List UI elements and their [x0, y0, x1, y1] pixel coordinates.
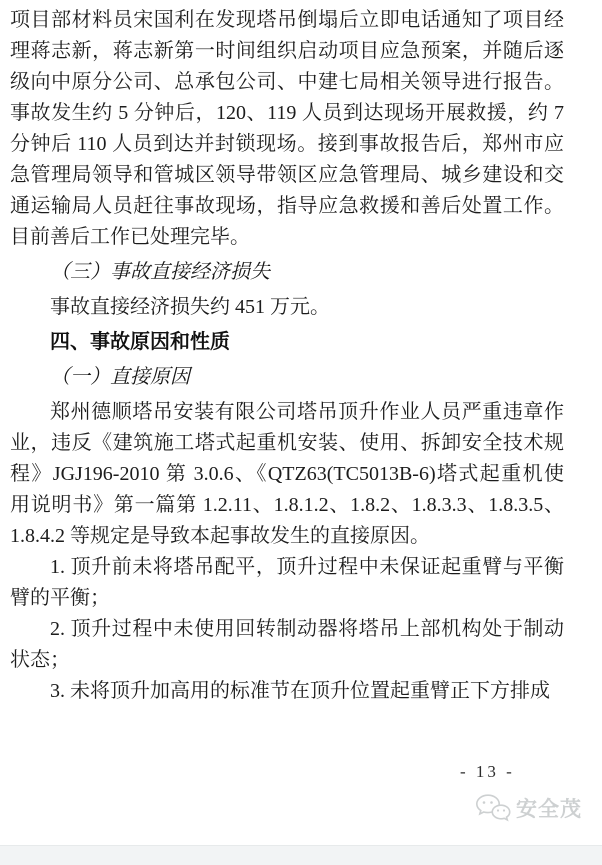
watermark-logo	[474, 793, 582, 823]
list-item-cause-2: 2. 顶升过程中未使用回转制动器将塔吊上部机构处于制动状态；	[10, 618, 564, 671]
chat-bubbles-icon	[474, 793, 512, 823]
paragraph-emergency-response: 项目部材料员宋国利在发现塔吊倒塌后立即电话通知了项目经理蒋志新，蒋志新第一时间组织启动项目应急预案，并随后逐级向中原分公司、总承包公司、中建七局相关领导进行报告。事故发生约 5 分钟后，120、119 人员到达现场开展救援，约 7 分钟后 110 人员到达并封锁现场。接到事故报告后，郑州市应急管理局领导和管城区领导带领区应急管理局、城乡建设和交通运输局人员赶往事故现场，指导应急救援和善后处置工作。目前善后工作已处理完毕。	[10, 9, 564, 248]
list-item-cause-1: 1. 顶升前未将塔吊配平，顶升过程中未保证起重臂与平衡臂的平衡；	[10, 556, 564, 609]
page-number: - 13 -	[460, 762, 515, 781]
paragraph-violation-of-regulations: 郑州德顺塔吊安装有限公司塔吊顶升作业人员严重违章作业，违反《建筑施工塔式起重机安装、使用、拆卸安全技术规程》JGJ196-2010 第 3.0.6、《QTZ63(TC5013B-6)塔式起重机使用说明书》第一篇第 1.2.11、1.8.1.2、1.8.2、1.8.3.3、1.8.3.5、1.8.4.2 等规定是导致本起事故发生的直接原因。	[10, 401, 564, 547]
heading-accident-cause-and-nature: 四、事故原因和性质	[50, 331, 230, 353]
paragraph-economic-loss-amount: 事故直接经济损失约 451 万元。	[50, 296, 330, 318]
bottom-gray-band	[0, 845, 602, 865]
list-item-cause-3: 3. 未将顶升加高用的标准节在顶升位置起重臂正下方排成	[50, 680, 550, 702]
subheading-direct-cause: （一）直接原因	[50, 366, 190, 388]
subheading-direct-economic-loss: （三）事故直接经济损失	[50, 261, 270, 283]
watermark-text: 安全茂	[516, 798, 582, 821]
report-text-block	[10, 5, 564, 707]
